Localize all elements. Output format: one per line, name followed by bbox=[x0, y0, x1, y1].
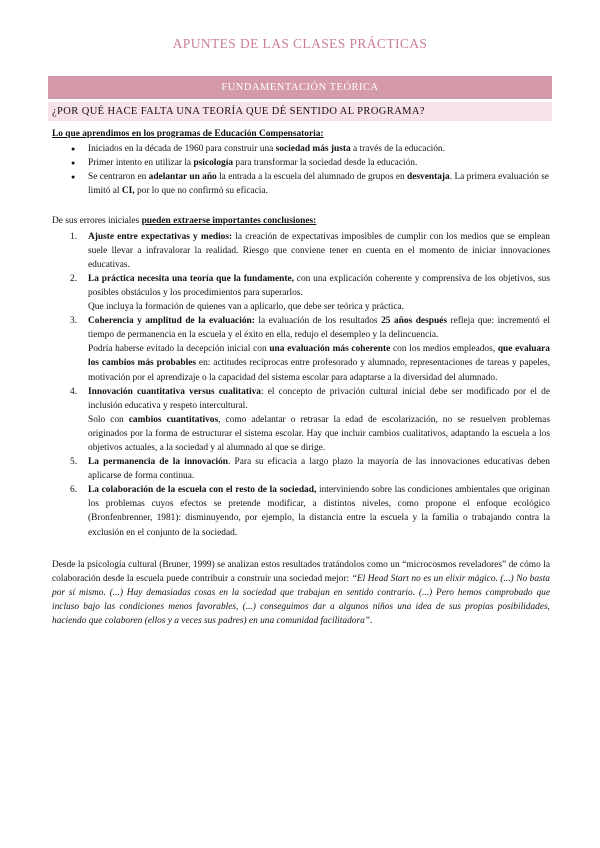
list-item bbox=[70, 455, 550, 483]
text-run: con una explicación coherente y comprensiva de los objetivos, sus posibles obstáculos y los procedimientos para superarlos. bbox=[88, 273, 550, 298]
text-run: Iniciados en la década de 1960 para construir una bbox=[88, 144, 276, 155]
text-run: Podría haberse evitado la decepción inicial con bbox=[88, 344, 270, 355]
text-run: . La primera evaluación se limitó al bbox=[88, 172, 549, 197]
list-item bbox=[88, 142, 550, 156]
text-run: . bbox=[370, 616, 373, 626]
text-run: interviniendo sobre las condiciones ambientales que originan los problemas cuyos efectos se pretende modificar, a distintos niveles, como propone el enfoque ecológico (Bronfenbrenner, 1981): disminuyendo, por ejemplo, la distancia entre la escuela y la familia o trabajando contra la exclusión en el conjunto de la sociedad. bbox=[88, 485, 550, 538]
bold-run: La práctica necesita una teoría que la fundamente, bbox=[88, 273, 294, 284]
item-number: 2. bbox=[70, 273, 78, 284]
text-run: , como adelantar o retrasar la edad de escolarización, no se resuelven problemas originados por la forma de estructurar el sistema escolar. Hay que incluir cambios cualitativos, adaptando la escuela a los objetivos actuales, a la sociedad y al alumnado al que se dirige. bbox=[88, 414, 550, 453]
spacer bbox=[52, 540, 550, 558]
item-number: 5. bbox=[70, 457, 78, 468]
bold-run: Innovación cuantitativa versus cualitativa bbox=[88, 386, 261, 397]
numbered-list bbox=[52, 230, 550, 540]
text-run: la creación de expectativas imposibles de cumplir con los medios que se emplean suele llevar a infravalorar la realidad. Riesgo que conviene tener en cuenta en el momento de iniciar innovaciones educativas. bbox=[88, 231, 550, 270]
text-run: refleja que: incrementó el tiempo de permanencia en la escuela y el éxito en ella, redujo el desempleo y la delincuencia. bbox=[88, 316, 551, 341]
bold-run: cambios cuantitativos bbox=[128, 414, 219, 425]
section2-intro bbox=[52, 214, 550, 228]
text-run: Primer intento en utilizar la bbox=[88, 158, 194, 169]
bold-run: que evaluara los cambios más probables bbox=[88, 344, 550, 369]
bold-run: adelantar un año bbox=[148, 172, 217, 183]
text-run: la entrada a la escuela del alumnado de grupos en bbox=[216, 172, 408, 183]
list-item bbox=[88, 170, 550, 198]
text-run: Desde la psicología cultural (Bruner, 1999) se analizan estos resultados tratándolos como un “microcosmos reveladores” de cómo la colaboración desde la escuela puede contribuir a construir una sociedad mejor: bbox=[52, 559, 550, 584]
bold-run: La permanencia de la innovación bbox=[88, 457, 228, 468]
text-run: . Para su eficacia a largo plazo la mayoría de las innovaciones educativas deben aplicarse de forma continua. bbox=[88, 457, 550, 482]
list-item bbox=[70, 272, 550, 314]
text-run: a través de la educación. bbox=[350, 144, 445, 155]
bold-run: CI, bbox=[121, 186, 135, 197]
text-run: la evaluación de los resultados bbox=[254, 316, 382, 327]
section-banner: FUNDAMENTACIÓN TEÓRICA bbox=[48, 76, 552, 99]
list-item bbox=[88, 156, 550, 170]
bold-run: La colaboración de la escuela con el resto de la sociedad, bbox=[88, 485, 317, 496]
list-item bbox=[70, 385, 550, 455]
bullet-list bbox=[52, 142, 550, 198]
item-number: 4. bbox=[70, 386, 78, 397]
list-item bbox=[70, 230, 550, 272]
text-run: con los medios empleados, bbox=[390, 344, 498, 355]
text-run: Solo con bbox=[88, 414, 129, 425]
item-number: 1. bbox=[70, 231, 78, 242]
document-body bbox=[52, 127, 550, 628]
bold-run: 25 años después bbox=[381, 316, 447, 327]
text-run: para transformar la sociedad desde la educación. bbox=[233, 158, 418, 169]
item-number: 3. bbox=[70, 316, 78, 327]
quote-run: “El Head Start no es un elixir mágico. (...) No basta por sí mismo. (...) Hay demasiadas cosas en la sociedad que trabajan en sentido contrario. (...) Pero hemos comprobado que incluso bajo las condiciones menos favorables, (...) conseguimos dar a algunos niños una idea de sus propias posibilidades, haciendo que colaboren (ellos y a veces sus padres) en una comunidad facilitadora” bbox=[52, 573, 550, 626]
section-question: ¿POR QUÉ HACE FALTA UNA TEORÍA QUE DÉ SENTIDO AL PROGRAMA? bbox=[48, 102, 552, 121]
bold-run: psicología bbox=[193, 158, 234, 169]
bold-run: sociedad más justa bbox=[275, 144, 351, 155]
bold-run: Ajuste entre expectativas y medios: bbox=[88, 231, 233, 242]
list-item bbox=[70, 483, 550, 539]
text-run: en: actitudes recíprocas entre profesorado y alumnado, representaciones de tareas y papeles, motivación por el aprendizaje o la capacidad del sistema escolar para adaptarse a la diversidad del alumnado. bbox=[88, 358, 550, 383]
text-run: Se centraron en bbox=[88, 172, 149, 183]
page-title: APUNTES DE LAS CLASES PRÁCTICAS bbox=[172, 36, 428, 51]
underlined-run: pueden extraerse importantes conclusiones: bbox=[141, 216, 317, 227]
spacer bbox=[52, 198, 550, 214]
bold-run: desventaja bbox=[407, 172, 450, 183]
bold-run: Coherencia y amplitud de la evaluación: bbox=[88, 316, 255, 327]
text-run: De sus errores iniciales bbox=[52, 216, 142, 227]
list-item bbox=[70, 314, 551, 384]
section1-heading: Lo que aprendimos en los programas de Educación Compensatoria: bbox=[52, 129, 324, 139]
text-run: : el concepto de privación cultural inicial debe ser modificado por el de inclusión educativa y respeto intercultural. bbox=[88, 386, 550, 411]
closing-paragraph bbox=[52, 558, 550, 628]
text-run: Que incluya la formación de quienes van a aplicarlo, que debe ser teórica y práctica. bbox=[88, 302, 404, 313]
bold-run: una evaluación más coherente bbox=[269, 344, 391, 355]
item-number: 6. bbox=[70, 485, 78, 496]
text-run: por lo que no confirmó su eficacia. bbox=[134, 186, 268, 197]
